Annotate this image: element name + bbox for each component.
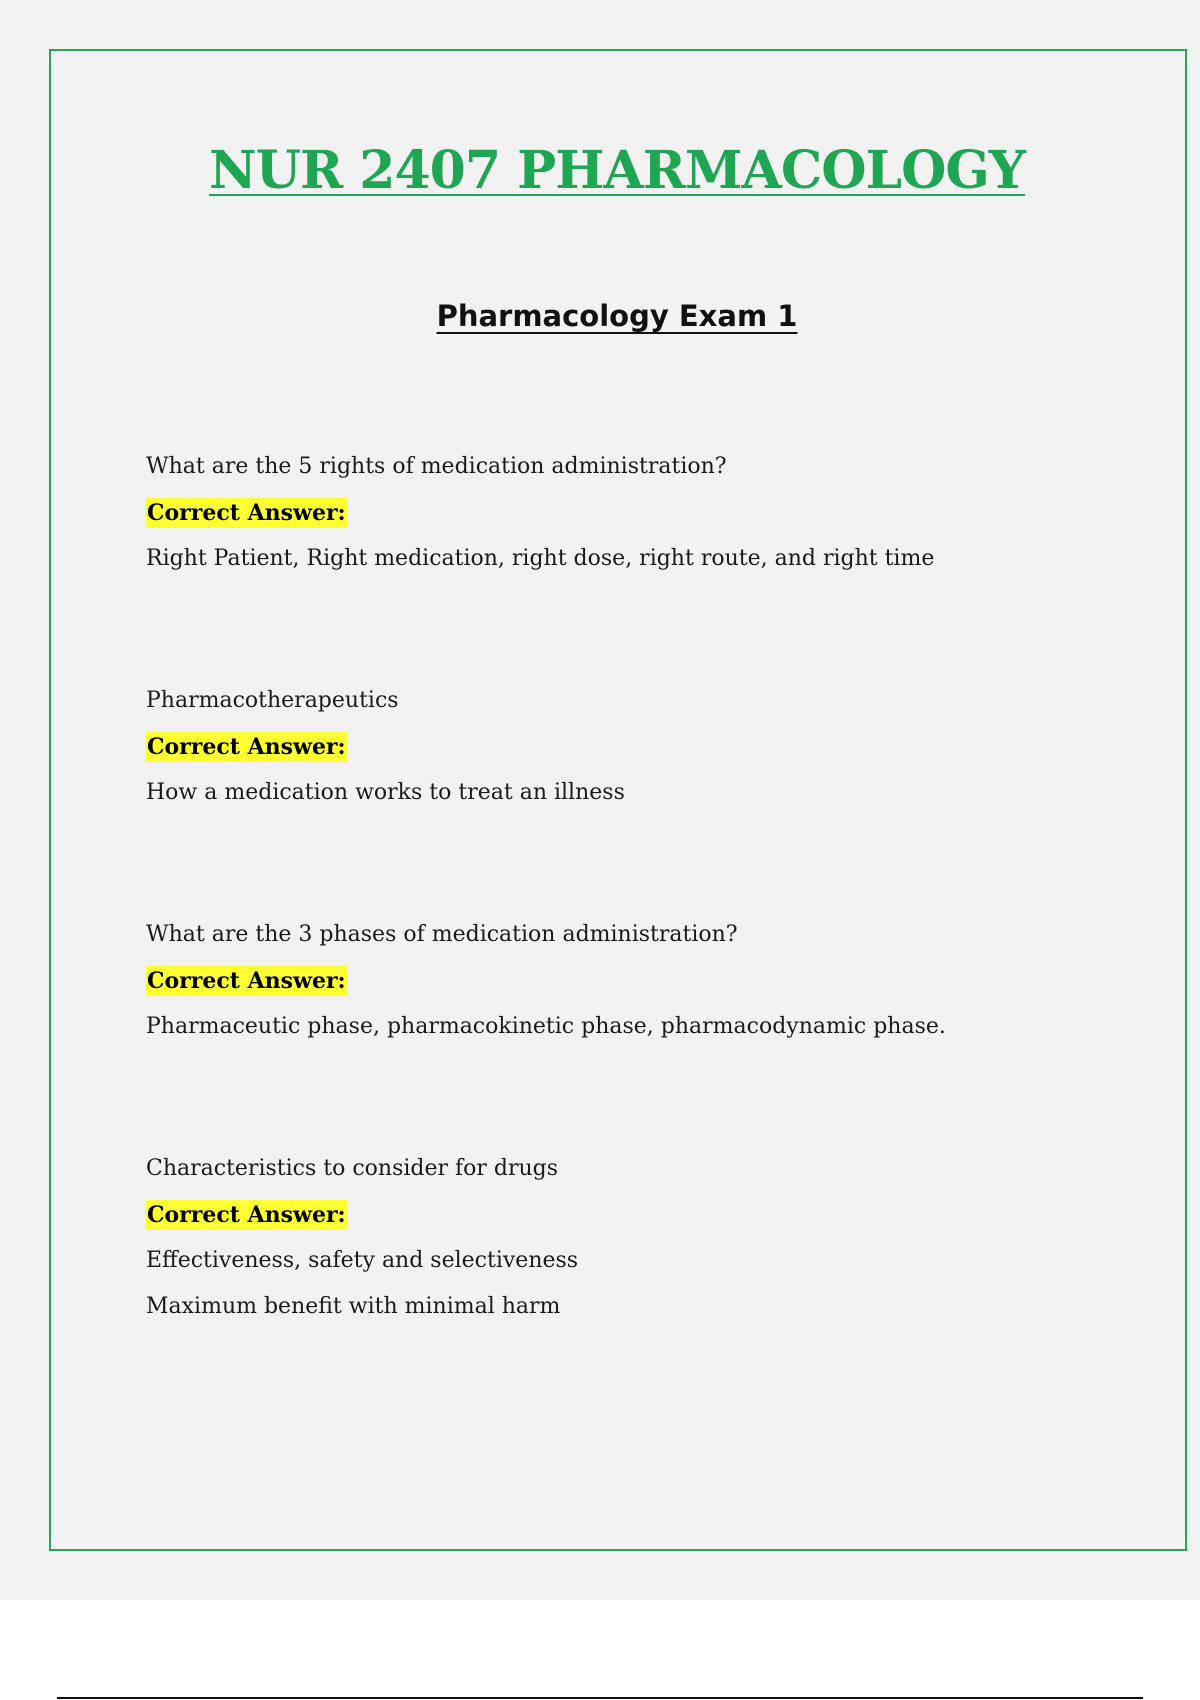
answer-text: How a medication works to treat an illness bbox=[146, 780, 625, 805]
answer-text: Maximum benefit with minimal harm bbox=[146, 1294, 561, 1319]
qa-item-4 bbox=[146, 1154, 1146, 1338]
exam-title-text: Pharmacology Exam 1 bbox=[436, 299, 798, 333]
answer-label-row bbox=[146, 498, 1146, 544]
course-title bbox=[0, 140, 1200, 201]
qa-item-1 bbox=[146, 452, 1146, 590]
exam-title bbox=[0, 299, 1200, 333]
correct-answer-label: Correct Answer: bbox=[147, 500, 346, 526]
footer-divider-line bbox=[57, 1697, 1143, 1699]
question-text: What are the 5 rights of medication administration? bbox=[146, 454, 727, 479]
answer-label-row bbox=[146, 732, 1146, 778]
question-text: Characteristics to consider for drugs bbox=[146, 1156, 559, 1181]
answer-label-row bbox=[146, 1200, 1146, 1246]
qa-item-3 bbox=[146, 920, 1146, 1058]
correct-answer-label: Correct Answer: bbox=[147, 1202, 346, 1228]
answer-text: Effectiveness, safety and selectiveness bbox=[146, 1248, 579, 1273]
correct-answer-label: Correct Answer: bbox=[147, 734, 346, 760]
question-text: Pharmacotherapeutics bbox=[146, 688, 399, 713]
answer-text: Right Patient, Right medication, right dose, right route, and right time bbox=[146, 546, 935, 571]
qa-item-2 bbox=[146, 686, 1146, 824]
course-title-text: NUR 2407 PHARMACOLOGY bbox=[209, 140, 1025, 201]
answer-text: Pharmaceutic phase, pharmacokinetic phase, pharmacodynamic phase. bbox=[146, 1014, 946, 1039]
correct-answer-label: Correct Answer: bbox=[147, 968, 346, 994]
question-text: What are the 3 phases of medication administration? bbox=[146, 922, 738, 947]
answer-label-row bbox=[146, 966, 1146, 1012]
